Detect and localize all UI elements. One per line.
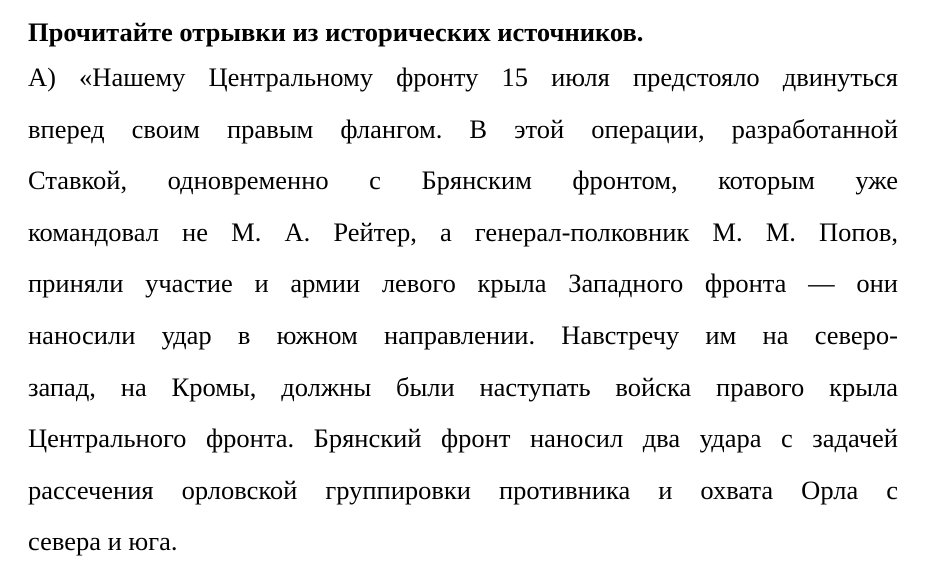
text-line: наносили удар в южном направлении. Навстречу им на северо-	[28, 319, 898, 350]
text-line: командовал не М. А. Рейтер, а генерал-полковник М. М. Попов,	[28, 216, 898, 247]
text-line: Ставкой, одновременно с Брянским фронтом, которым уже	[28, 165, 898, 196]
task-heading: Прочитайте отрывки из исторических источников.	[28, 17, 644, 47]
text-line: рассечения орловской группировки противника и охвата Орла с	[28, 474, 898, 505]
text-line: А) «Нашему Центральному фронту 15 июля предстояло двинуться	[28, 62, 898, 92]
text-line: приняли участие и армии левого крыла Западного фронта — они	[28, 268, 898, 299]
document-page	[28, 12, 898, 568]
text-line: вперед своим правым флангом. В этой операции, разработанной	[28, 113, 898, 144]
text-line: Центрального фронта. Брянский фронт наносил два удара с задачей	[28, 423, 898, 454]
text-line: запад, на Кромы, должны были наступать войска правого крыла	[28, 371, 898, 402]
text-line-last: севера и юга.	[28, 526, 178, 557]
